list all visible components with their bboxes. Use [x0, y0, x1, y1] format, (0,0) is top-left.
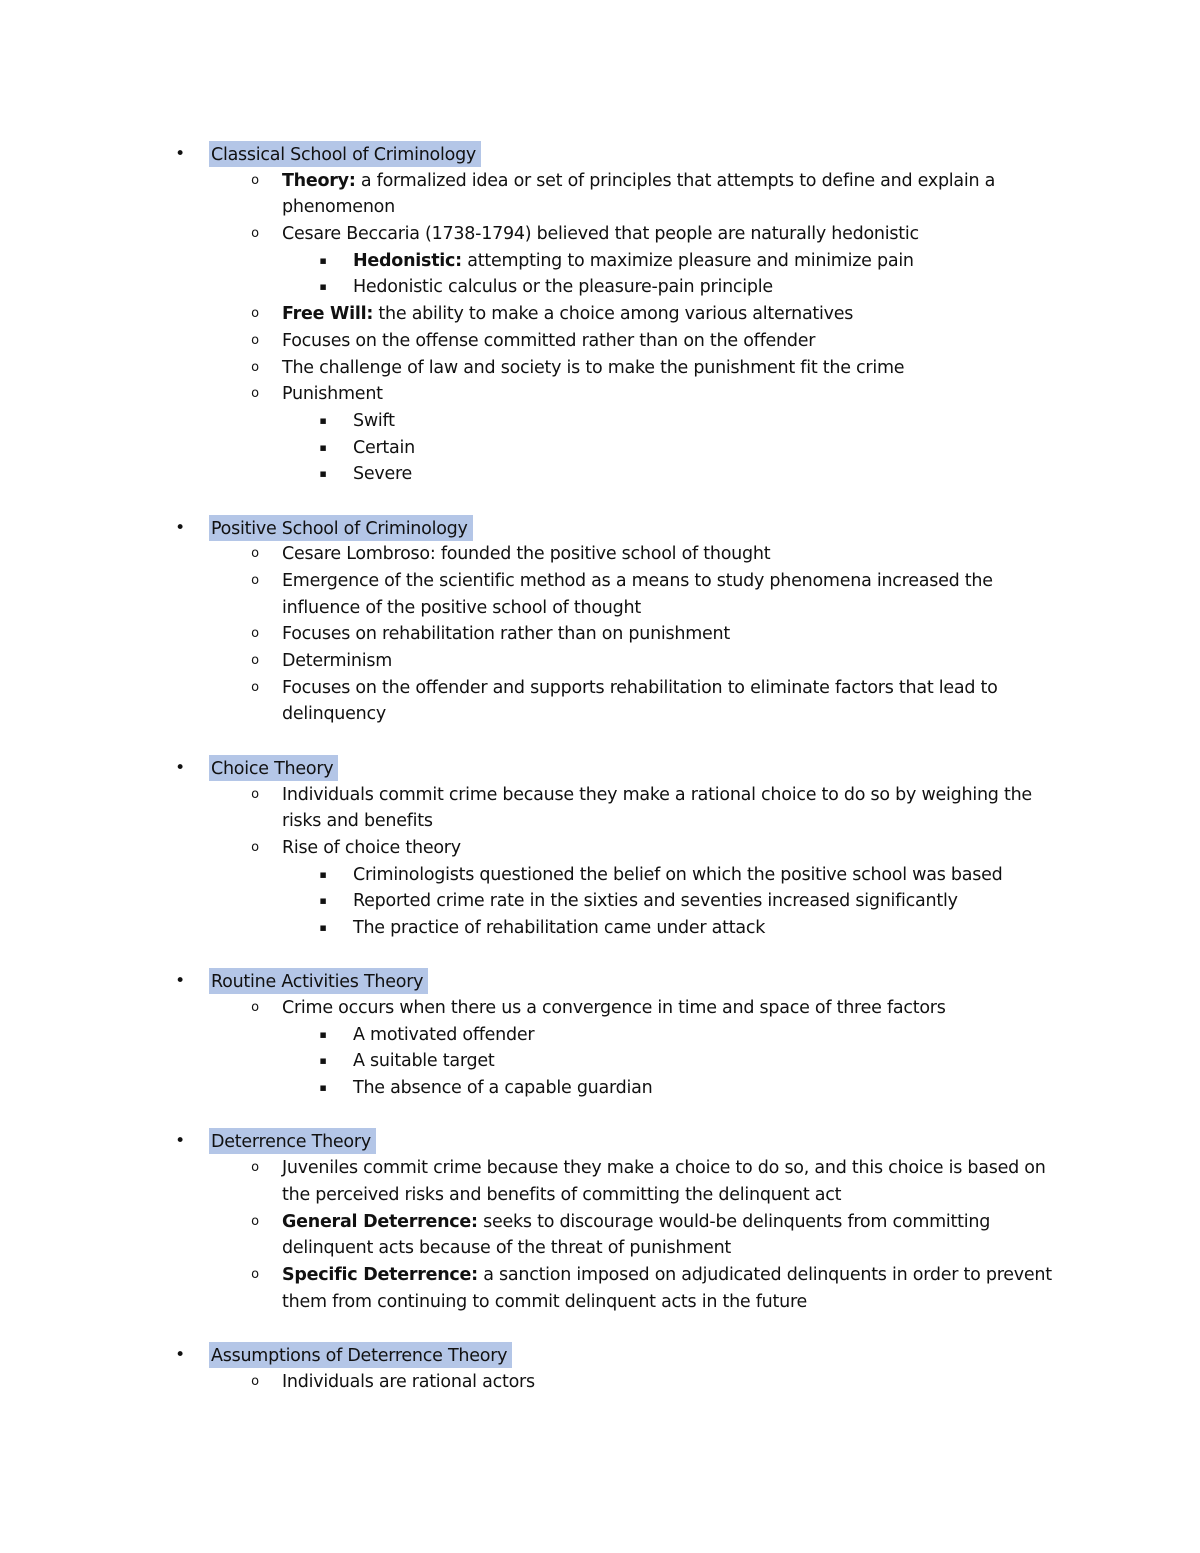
section-heading-wrap	[211, 1342, 512, 1370]
item-body: A motivated offender	[353, 1024, 535, 1045]
item-body: The practice of rehabilitation came under attack	[353, 917, 766, 938]
list-item-text	[353, 461, 412, 488]
circle-bullet-icon: o	[251, 1266, 259, 1282]
list-item-text	[282, 835, 461, 862]
section-heading: Routine Activities Theory	[209, 968, 428, 994]
item-body: delinquency	[282, 704, 386, 725]
list-item-text	[282, 701, 386, 728]
list-item-text	[282, 328, 815, 355]
item-body: Certain	[353, 437, 415, 458]
circle-bullet-icon: o	[251, 172, 259, 188]
list-item	[0, 1075, 1200, 1102]
disc-bullet-icon: •	[175, 1131, 185, 1152]
circle-bullet-icon: o	[251, 839, 259, 855]
item-body: The absence of a capable guardian	[353, 1078, 653, 1099]
section-heading: Choice Theory	[209, 755, 338, 781]
list-item	[0, 862, 1200, 889]
list-item-continuation	[0, 1182, 1200, 1209]
list-item	[0, 248, 1200, 275]
outline-section	[0, 1128, 1200, 1315]
list-item	[0, 782, 1200, 809]
list-item-text	[282, 782, 1032, 809]
list-item-text	[282, 568, 993, 595]
list-item	[0, 675, 1200, 702]
item-body: Swift	[353, 410, 395, 431]
list-item-text	[282, 1182, 841, 1209]
item-body: influence of the positive school of thought	[282, 597, 641, 618]
item-body: Individuals commit crime because they make a rational choice to do so by weighing the	[282, 784, 1032, 805]
list-item-text	[353, 915, 765, 942]
item-body: them from continuing to commit delinquent acts in the future	[282, 1291, 808, 1312]
list-item-text	[353, 248, 914, 275]
term-label: Theory:	[282, 170, 356, 191]
circle-bullet-icon: o	[251, 653, 259, 669]
item-body: the perceived risks and benefits of committing the delinquent act	[282, 1184, 842, 1205]
list-item-continuation	[0, 701, 1200, 728]
list-item-text	[282, 301, 853, 328]
disc-bullet-icon: •	[175, 517, 185, 538]
square-bullet-icon: ▪	[319, 440, 327, 454]
section-heading: Deterrence Theory	[209, 1128, 376, 1154]
item-body: Criminologists questioned the belief on which the positive school was based	[353, 864, 1003, 885]
list-item-continuation	[0, 808, 1200, 835]
section-heading-line	[0, 515, 1200, 542]
item-body: Focuses on the offender and supports rehabilitation to eliminate factors that lead to	[282, 677, 998, 698]
list-item-text	[353, 862, 1002, 889]
list-item	[0, 301, 1200, 328]
list-item	[0, 328, 1200, 355]
section-heading-wrap	[211, 515, 473, 543]
item-body: Determinism	[282, 651, 393, 672]
list-item-text	[282, 1369, 535, 1396]
square-bullet-icon: ▪	[319, 1081, 327, 1095]
circle-bullet-icon: o	[251, 359, 259, 375]
circle-bullet-icon: o	[251, 226, 259, 242]
list-item-text	[282, 194, 395, 221]
list-item	[0, 461, 1200, 488]
section-heading-line	[0, 1342, 1200, 1369]
item-body: seeks to discourage would-be delinquents from committing	[477, 1211, 991, 1232]
list-item-continuation	[0, 1289, 1200, 1316]
item-body: Focuses on rehabilitation rather than on punishment	[282, 624, 731, 645]
list-item-text	[282, 648, 392, 675]
item-body: a sanction imposed on adjudicated delinquents in order to prevent	[477, 1264, 1052, 1285]
list-item-text	[282, 1235, 731, 1262]
square-bullet-icon: ▪	[319, 894, 327, 908]
circle-bullet-icon: o	[251, 679, 259, 695]
list-item	[0, 1369, 1200, 1396]
list-item-text	[282, 995, 946, 1022]
item-body: A suitable target	[353, 1051, 495, 1072]
circle-bullet-icon: o	[251, 1213, 259, 1229]
item-body: Hedonistic calculus or the pleasure-pain principle	[353, 277, 773, 298]
item-body: Severe	[353, 464, 413, 485]
list-item	[0, 835, 1200, 862]
list-item	[0, 381, 1200, 408]
section-spacer	[0, 942, 1200, 969]
circle-bullet-icon: o	[251, 786, 259, 802]
list-item	[0, 915, 1200, 942]
outline-section	[0, 968, 1200, 1101]
disc-bullet-icon: •	[175, 1344, 185, 1365]
item-body: Focuses on the offense committed rather than on the offender	[282, 330, 816, 351]
item-body: Juveniles commit crime because they make a choice to do so, and this choice is based on	[282, 1158, 1046, 1179]
list-item-continuation	[0, 595, 1200, 622]
item-body: Reported crime rate in the sixties and seventies increased significantly	[353, 891, 958, 912]
section-heading: Classical School of Criminology	[209, 141, 481, 167]
item-body: delinquent acts because of the threat of punishment	[282, 1238, 732, 1259]
square-bullet-icon: ▪	[319, 1027, 327, 1041]
item-body: Crime occurs when there us a convergence in time and space of three factors	[282, 998, 946, 1018]
list-item-text	[353, 274, 773, 301]
item-body: attempting to maximize pleasure and minimize pain	[461, 250, 914, 271]
list-item	[0, 648, 1200, 675]
list-item	[0, 355, 1200, 382]
list-item	[0, 1048, 1200, 1075]
circle-bullet-icon: o	[251, 1160, 259, 1176]
item-body: phenomenon	[282, 197, 395, 218]
list-item-text	[282, 675, 998, 702]
section-heading: Positive School of Criminology	[209, 515, 473, 541]
list-item	[0, 888, 1200, 915]
circle-bullet-icon: o	[251, 573, 259, 588]
list-item-text	[282, 1155, 1046, 1182]
square-bullet-icon: ▪	[319, 253, 327, 267]
outline-section	[0, 1342, 1200, 1395]
section-spacer	[0, 488, 1200, 515]
list-item-text	[282, 221, 919, 248]
item-body: Cesare Beccaria (1738-1794) believed that people are naturally hedonistic	[282, 224, 919, 245]
list-item	[0, 1262, 1200, 1289]
section-heading-wrap	[211, 968, 428, 996]
section-heading: Assumptions of Deterrence Theory	[209, 1342, 512, 1368]
section-heading-wrap	[211, 755, 338, 783]
list-item	[0, 568, 1200, 595]
section-heading-wrap	[211, 1128, 376, 1156]
term-label: Specific Deterrence:	[282, 1264, 478, 1285]
list-item	[0, 1155, 1200, 1182]
square-bullet-icon: ▪	[319, 280, 327, 294]
document-page	[0, 141, 1200, 1395]
section-heading-line	[0, 968, 1200, 995]
list-item-text	[353, 435, 415, 462]
disc-bullet-icon: •	[175, 971, 185, 992]
list-item-text	[353, 408, 395, 435]
item-body: Emergence of the scientific method as a means to study phenomena increased the	[282, 571, 993, 591]
section-spacer	[0, 1102, 1200, 1129]
square-bullet-icon: ▪	[319, 920, 327, 934]
list-item-continuation	[0, 194, 1200, 221]
list-item-continuation	[0, 1235, 1200, 1262]
section-heading-line	[0, 1128, 1200, 1155]
list-item-text	[282, 541, 770, 568]
term-label: Free Will:	[282, 304, 374, 325]
square-bullet-icon: ▪	[319, 467, 327, 481]
list-item	[0, 408, 1200, 435]
list-item-text	[282, 168, 995, 195]
list-item-text	[282, 621, 730, 648]
section-spacer	[0, 728, 1200, 755]
list-item-text	[353, 1048, 494, 1075]
list-item-text	[282, 1289, 807, 1316]
list-item-text	[282, 595, 641, 622]
item-body: Punishment	[282, 384, 383, 405]
item-body: risks and benefits	[282, 811, 433, 832]
list-item	[0, 168, 1200, 195]
list-item	[0, 435, 1200, 462]
outline-section	[0, 141, 1200, 488]
item-body: The challenge of law and society is to make the punishment fit the crime	[282, 357, 905, 378]
list-item-text	[353, 1022, 534, 1049]
list-item-text	[282, 381, 383, 408]
list-item	[0, 274, 1200, 301]
circle-bullet-icon: o	[251, 332, 259, 348]
list-item	[0, 541, 1200, 568]
square-bullet-icon: ▪	[319, 413, 327, 427]
item-body: a formalized idea or set of principles that attempts to define and explain a	[355, 170, 996, 191]
section-heading-line	[0, 755, 1200, 782]
circle-bullet-icon: o	[251, 626, 259, 642]
outline-section	[0, 515, 1200, 729]
list-item	[0, 995, 1200, 1022]
section-heading-wrap	[211, 141, 481, 169]
item-body: the ability to make a choice among various alternatives	[373, 304, 854, 325]
item-body: Individuals are rational actors	[282, 1371, 535, 1392]
term-label: General Deterrence:	[282, 1211, 478, 1232]
list-item-text	[353, 1075, 652, 1102]
list-item	[0, 621, 1200, 648]
list-item-text	[282, 808, 433, 835]
circle-bullet-icon: o	[251, 546, 259, 562]
list-item-text	[282, 1209, 990, 1236]
list-item-text	[282, 1262, 1052, 1289]
list-item	[0, 1022, 1200, 1049]
section-heading-line	[0, 141, 1200, 168]
disc-bullet-icon: •	[175, 757, 185, 778]
item-body: Rise of choice theory	[282, 837, 461, 858]
square-bullet-icon: ▪	[319, 1054, 327, 1068]
item-body: Cesare Lombroso: founded the positive school of thought	[282, 544, 771, 565]
outline-section	[0, 755, 1200, 942]
square-bullet-icon: ▪	[319, 867, 327, 881]
list-item	[0, 221, 1200, 248]
list-item-text	[353, 888, 958, 915]
circle-bullet-icon: o	[251, 1373, 259, 1389]
circle-bullet-icon: o	[251, 306, 259, 322]
term-label: Hedonistic:	[353, 250, 462, 271]
list-item	[0, 1209, 1200, 1236]
list-item-text	[282, 355, 904, 382]
section-spacer	[0, 1315, 1200, 1342]
circle-bullet-icon: o	[251, 386, 259, 402]
disc-bullet-icon: •	[175, 144, 185, 164]
circle-bullet-icon: o	[251, 1000, 259, 1015]
